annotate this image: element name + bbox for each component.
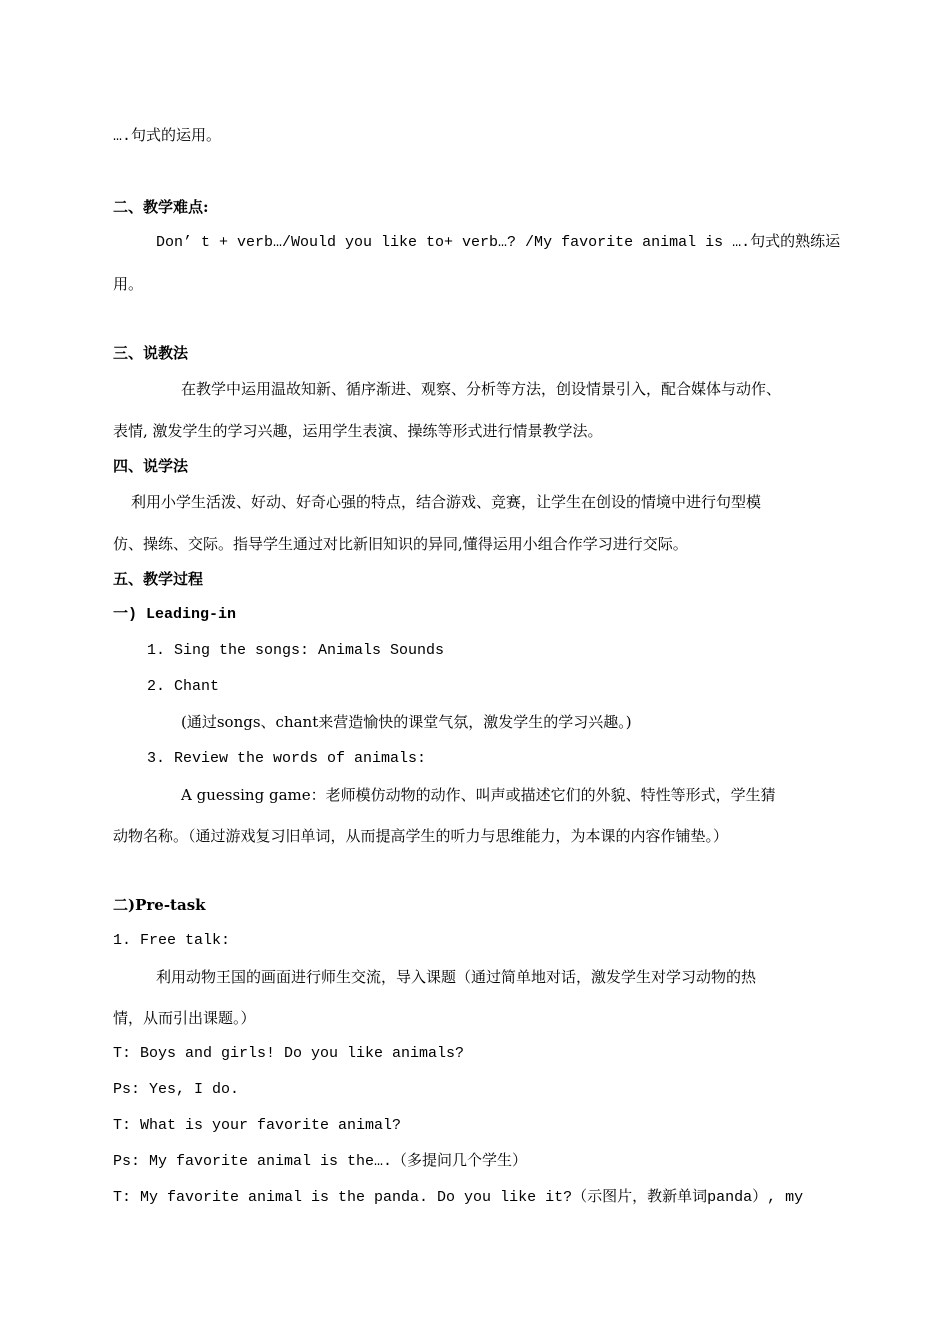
subsection-heading-pre-task: 二)Pre-task bbox=[113, 896, 206, 914]
text-line: 动物名称。（通过游戏复习旧单词，从而提高学生的听力与思维能力，为本课的内容作铺垫。） bbox=[113, 827, 729, 845]
section-heading-teaching-methods: 三、说教法 bbox=[113, 344, 189, 362]
text-line: 利用动物王国的画面进行师生交流，导入课题（通过简单地对话，激发学生对学习动物的热 bbox=[156, 968, 757, 986]
text-line: ….句式的运用。 bbox=[113, 128, 222, 145]
section-heading-difficulties: 二、教学难点: bbox=[113, 198, 209, 216]
text-line: 情，从而引出课题。） bbox=[113, 1009, 256, 1027]
text-line: 用。 bbox=[113, 275, 144, 293]
dialogue-line: Ps: Yes, I do. bbox=[113, 1081, 240, 1098]
list-item: 1. Sing the songs: Animals Sounds bbox=[147, 642, 445, 659]
subsection-heading-leading-in: 一) Leading-in bbox=[113, 606, 237, 623]
text-line: (通过songs、chant来营造愉快的课堂气氛，激发学生的学习兴趣。) bbox=[181, 713, 632, 731]
dialogue-line: Ps: My favorite animal is the….（多提问几个学生） bbox=[113, 1153, 528, 1170]
section-heading-teaching-process: 五、教学过程 bbox=[113, 570, 204, 588]
section-heading-learning-methods: 四、说学法 bbox=[113, 457, 189, 475]
list-item: 3. Review the words of animals: bbox=[147, 750, 427, 767]
list-item: 2. Chant bbox=[147, 678, 220, 695]
text-line: 表情, 激发学生的学习兴趣，运用学生表演、操练等形式进行情景教学法。 bbox=[113, 422, 603, 440]
text-line: A guessing game：老师模仿动物的动作、叫声或描述它们的外貌、特性等形式，学生猜 bbox=[181, 786, 776, 804]
list-item: 1. Free talk: bbox=[113, 932, 231, 949]
dialogue-line: T: What is your favorite animal? bbox=[113, 1117, 402, 1134]
dialogue-line: T: My favorite animal is the panda. Do you like it?（示图片，教新单词panda）, my bbox=[113, 1189, 804, 1206]
text-line: 在教学中运用温故知新、循序渐进、观察、分析等方法，创设情景引入，配合媒体与动作、 bbox=[181, 380, 782, 398]
text-line: Don’ t + verb…/Would you like to+ verb…? /My favorite animal is ….句式的熟练运 bbox=[156, 234, 841, 251]
text-line: 仿、操练、交际。指导学生通过对比新旧知识的异同,懂得运用小组合作学习进行交际。 bbox=[113, 535, 688, 553]
dialogue-line: T: Boys and girls! Do you like animals? bbox=[113, 1045, 465, 1062]
text-line: 利用小学生活泼、好动、好奇心强的特点，结合游戏、竞赛，让学生在创设的情境中进行句型模 bbox=[131, 493, 762, 511]
